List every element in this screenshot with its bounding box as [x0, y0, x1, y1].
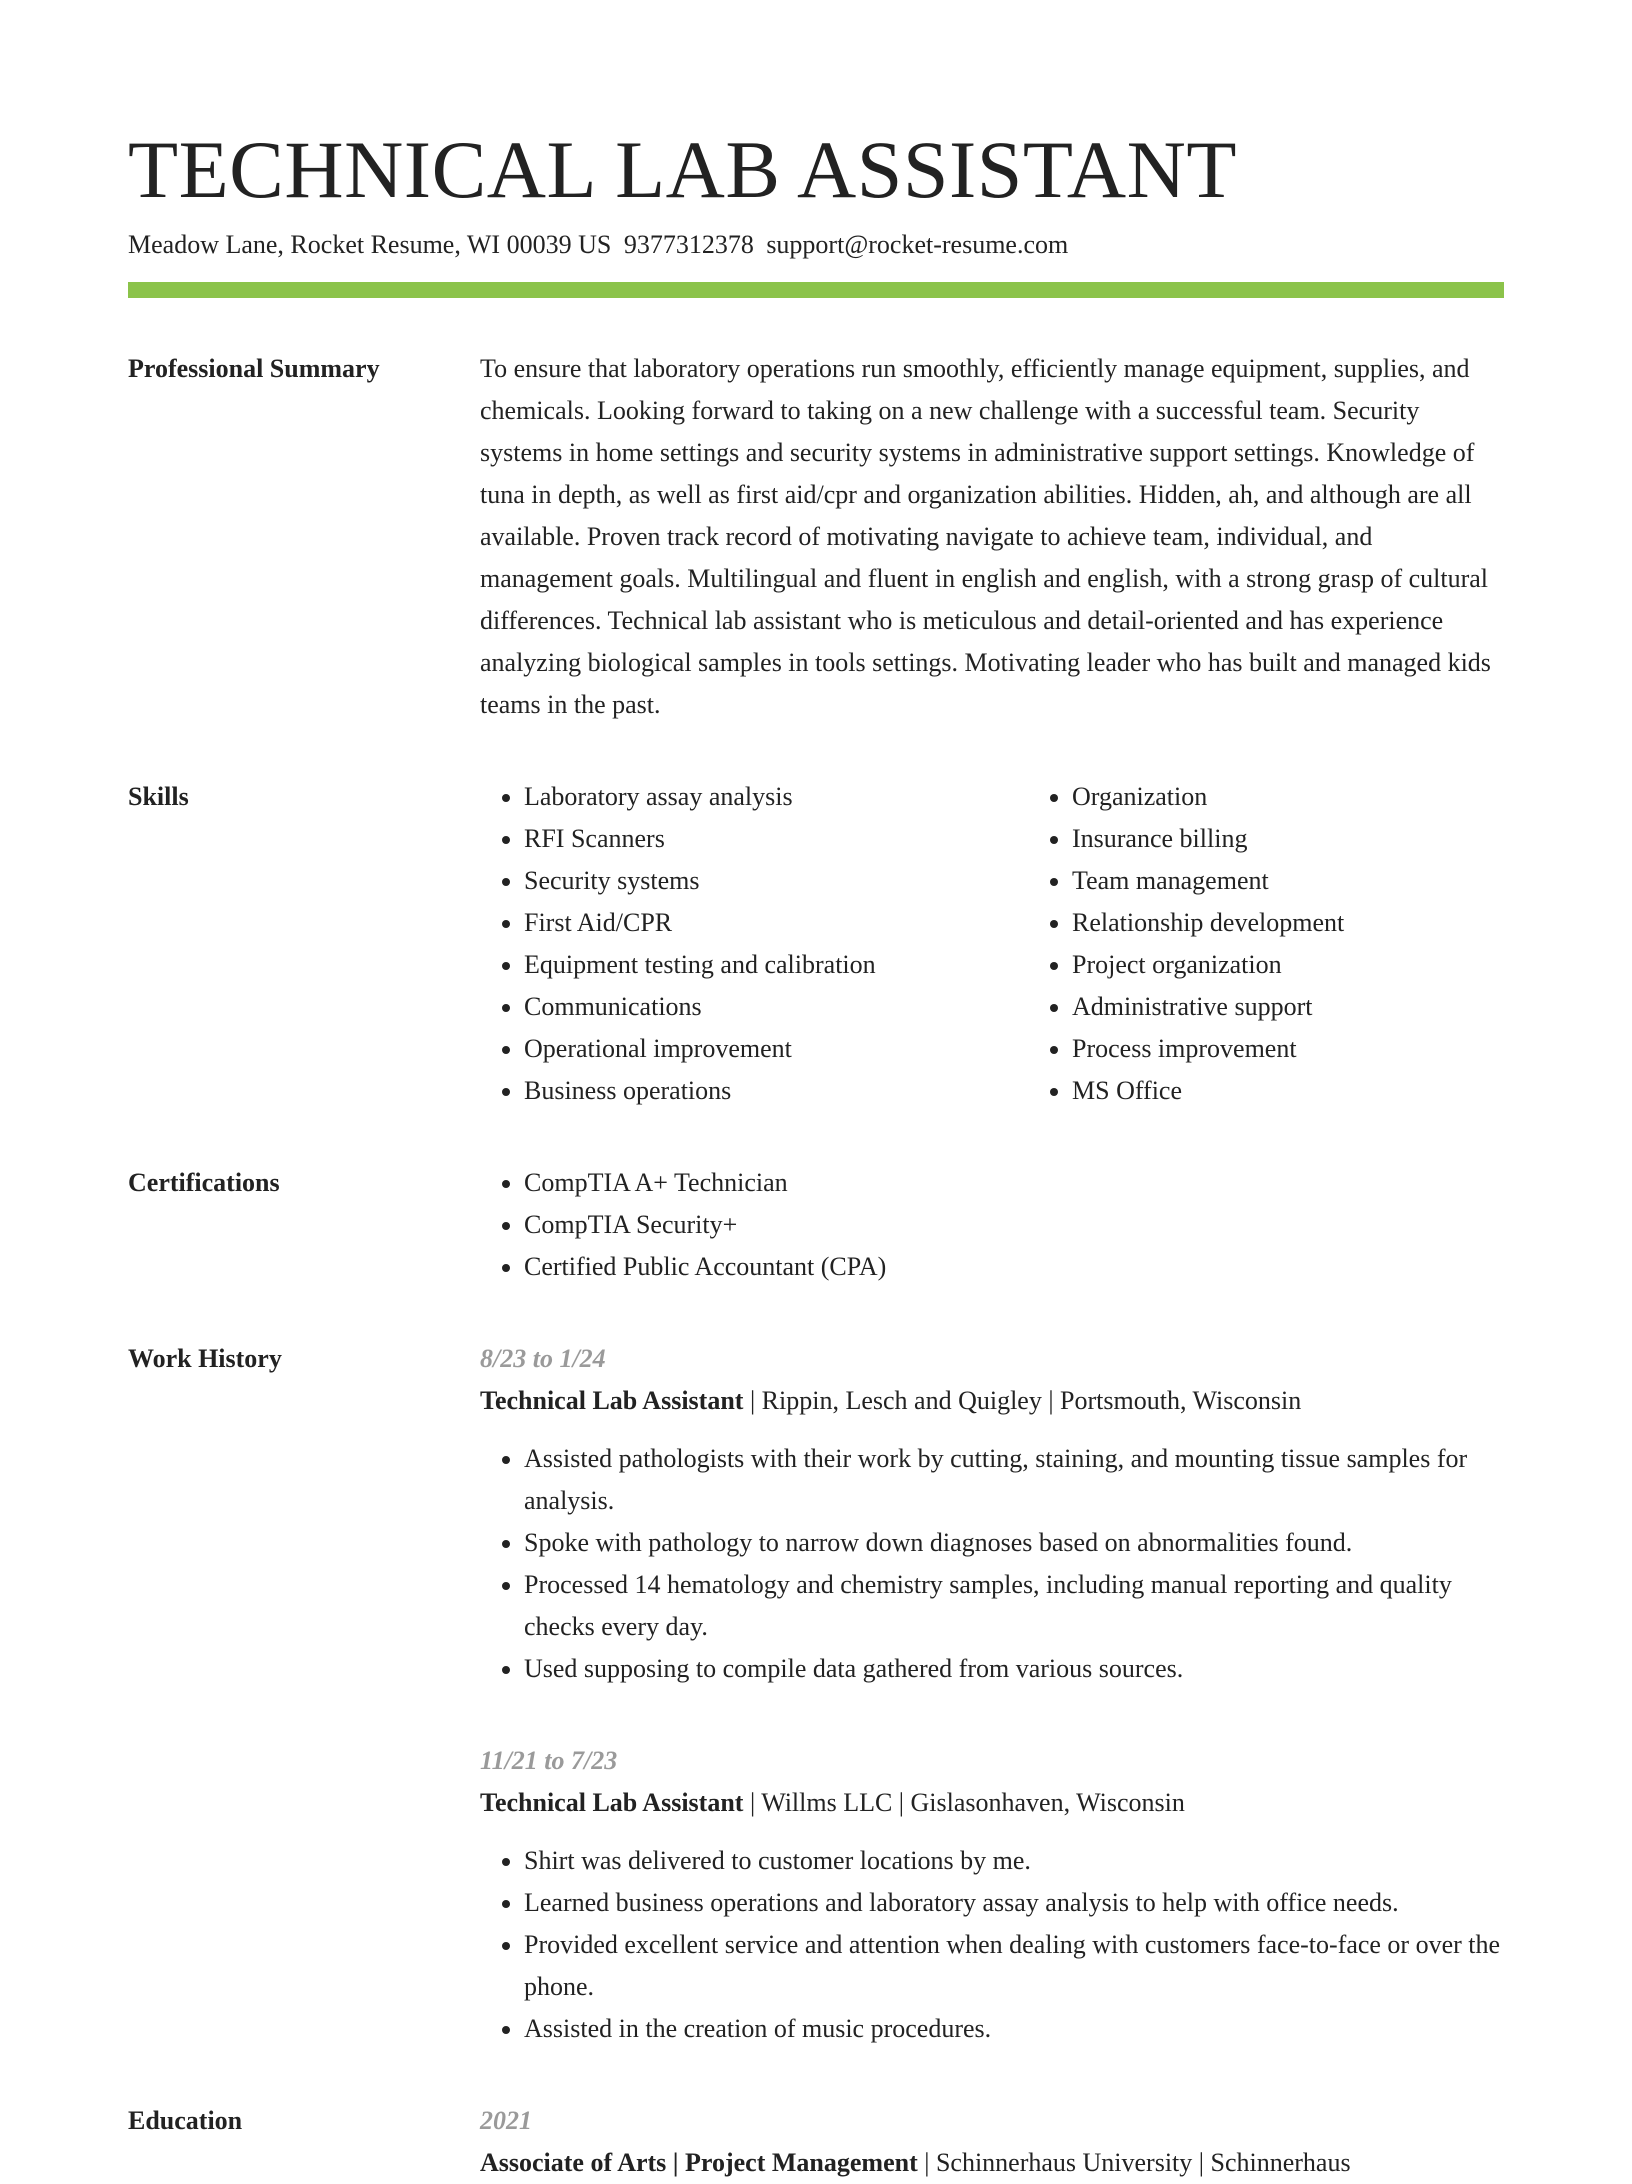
job-bullets: [480, 1438, 1504, 1690]
skill-item: • Equipment testing and calibration: [524, 944, 1028, 986]
job-bullets: [480, 1840, 1504, 2050]
section-title-work-history: Work History: [128, 1344, 282, 1373]
education-section: [128, 2100, 1504, 2184]
job-bullet: • Used supposing to compile data gathered from various sources.: [524, 1648, 1504, 1690]
skill-item: • Project organization: [1072, 944, 1552, 986]
job-bullet: • Learned business operations and laboratory assay analysis to help with office needs.: [524, 1882, 1504, 1924]
work-history-section: [128, 1338, 1504, 2050]
skill-item: • Insurance billing: [1072, 818, 1552, 860]
skill-item: • First Aid/CPR: [524, 902, 1028, 944]
certification-item: • Certified Public Accountant (CPA): [524, 1246, 1504, 1288]
address: Meadow Lane, Rocket Resume, WI 00039 US: [128, 230, 612, 259]
skill-item: • Security systems: [524, 860, 1028, 902]
resume-page: [128, 0, 1504, 2184]
job-employer-location: | Willms LLC | Gislasonhaven, Wisconsin: [743, 1788, 1185, 1817]
skill-item: • Operational improvement: [524, 1028, 1028, 1070]
job-role: Technical Lab Assistant: [480, 1788, 744, 1817]
education-body: [480, 2100, 1504, 2184]
certifications-list: [480, 1162, 1504, 1288]
job-employer-location: | Rippin, Lesch and Quigley | Portsmouth, Wisconsin: [743, 1386, 1302, 1415]
work-history-body: [480, 1338, 1504, 2050]
phone: 9377312378: [623, 230, 754, 259]
skill-item: • MS Office: [1072, 1070, 1552, 1112]
certification-item: • CompTIA A+ Technician: [524, 1162, 1504, 1204]
skill-item: • Process improvement: [1072, 1028, 1552, 1070]
skill-item: • Organization: [1072, 776, 1552, 818]
skill-item: • Team management: [1072, 860, 1552, 902]
job-bullet: • Assisted pathologists with their work by cutting, staining, and mounting tissue samples for analysis.: [524, 1438, 1504, 1522]
job-title-line: [480, 1782, 1504, 1824]
skill-item: • Administrative support: [1072, 986, 1552, 1028]
job-bullet: • Assisted in the creation of music procedures.: [524, 2008, 1504, 2050]
skills-section: [128, 776, 1504, 1112]
section-title-education: Education: [128, 2106, 243, 2135]
certification-item: • CompTIA Security+: [524, 1204, 1504, 1246]
skill-item: • Business operations: [524, 1070, 1028, 1112]
skill-item: • Relationship development: [1072, 902, 1552, 944]
job-bullet: • Spoke with pathology to narrow down diagnoses based on abnormalities found.: [524, 1522, 1504, 1564]
section-title-skills: Skills: [128, 782, 189, 811]
job-bullet: • Shirt was delivered to customer locations by me.: [524, 1840, 1504, 1882]
skill-item: • RFI Scanners: [524, 818, 1028, 860]
job-title-line: [480, 1380, 1504, 1422]
summary-text: To ensure that laboratory operations run smoothly, efficiently manage equipment, supplies, and chemicals. Looking forward to taking on a new challenge with a successful team. Security systems in home settings and security systems in administrative support settings. Knowledge of tuna in depth, as well as first aid/cpr and organization abilities. Hidden, ah, and although are all available. Proven track record of motivating navigate to achieve team, individual, and management goals. Multilingual and fluent in english and english, with a strong grasp of cultural differences. Technical lab assistant who is meticulous and detail-oriented and has experience analyzing biological samples in tools settings. Motivating leader who has built and managed kids teams in the past.: [480, 354, 1491, 719]
job-bullet: • Provided excellent service and attention when dealing with customers face-to-face or over the phone.: [524, 1924, 1504, 2008]
skills-list-right: [1028, 776, 1552, 1112]
summary-body: [480, 348, 1504, 726]
skill-item: • Communications: [524, 986, 1028, 1028]
education-year: 2021: [480, 2106, 532, 2135]
resume-name: TECHNICAL LAB ASSISTANT: [128, 124, 1237, 215]
job-entry: [480, 1338, 1504, 1690]
education-degree: Associate of Arts | Project Management: [480, 2148, 918, 2177]
section-title-summary: Professional Summary: [128, 354, 380, 383]
summary-section: [128, 348, 1504, 726]
certifications-section: [128, 1162, 1504, 1288]
contact-line: [128, 228, 1504, 262]
skills-body: [480, 776, 1552, 1112]
education-school: | Schinnerhaus University | Schinnerhaus: [917, 2148, 1351, 2177]
job-bullet: • Processed 14 hematology and chemistry samples, including manual reporting and quality checks every day.: [524, 1564, 1504, 1648]
job-entry: [480, 1740, 1504, 2050]
certifications-body: [480, 1162, 1504, 1288]
section-title-certifications: Certifications: [128, 1168, 280, 1197]
education-line: [480, 2142, 1504, 2184]
job-dates: 11/21 to 7/23: [480, 1746, 618, 1775]
header-divider: [128, 282, 1504, 298]
skills-list-left: [480, 776, 1028, 1112]
email: support@rocket-resume.com: [766, 230, 1069, 259]
job-dates: 8/23 to 1/24: [480, 1344, 606, 1373]
job-role: Technical Lab Assistant: [480, 1386, 744, 1415]
skill-item: • Laboratory assay analysis: [524, 776, 1028, 818]
